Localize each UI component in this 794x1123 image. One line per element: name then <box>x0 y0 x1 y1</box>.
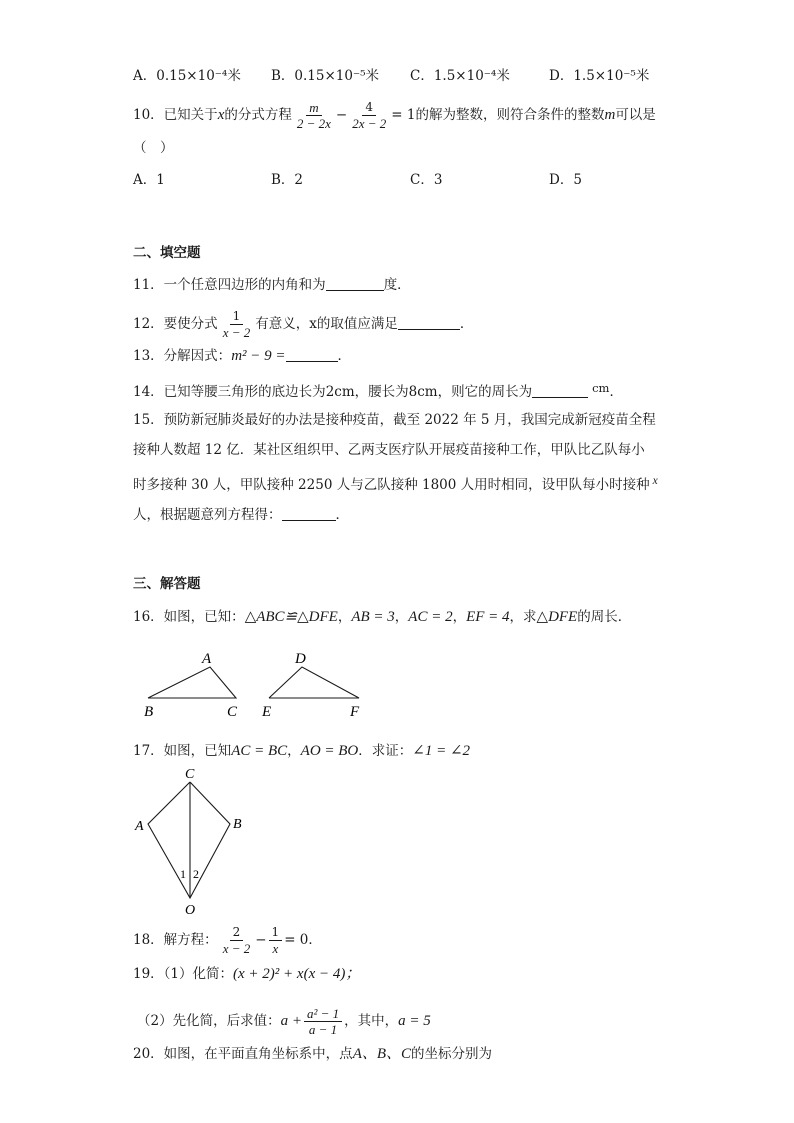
question-15-line-4: 人，根据题意列方程得： ． <box>133 507 349 523</box>
label-b: B <box>233 817 242 832</box>
q18-fraction-2: $\frac{1}{x}$ <box>269 925 283 956</box>
triangle-dfe-outline <box>269 667 359 698</box>
question-18: 18．解方程： $\frac{2}{x - 2}$ − $\frac{1}{x}$ = 0． <box>133 925 322 956</box>
label-e: E <box>262 704 272 720</box>
label-a: A <box>202 651 212 667</box>
angle-1-label: 1 <box>180 867 186 881</box>
question-12: 12．要使分式 $\frac{1}{x - 2}$ 有意义，x的取值应满足 ． <box>133 309 474 340</box>
q9-option-b: B．0.15×10⁻⁵米 <box>271 68 380 84</box>
question-17: 17．如图，已知AC = BC，AO = BO．求证：∠1 = ∠2 <box>133 743 471 759</box>
question-19-part-2: （2）先化简，后求值：a + $\frac{\text{a² − 1}}{a - 1}$ ，其中，a = 5 <box>137 1006 431 1037</box>
q14-blank[interactable] <box>532 383 588 398</box>
question-14: 14．已知等腰三角形的底边长为2cm，腰长为8cm，则它的周长为 cm． <box>133 381 623 400</box>
q15-blank[interactable] <box>282 506 336 521</box>
label-c: C <box>227 704 238 720</box>
section-3-title: 三、解答题 <box>133 576 201 592</box>
q16-triangles-figure <box>130 645 380 725</box>
triangle-dfe <box>261 651 360 720</box>
q12-fraction: $\frac{1}{x - 2}$ <box>222 309 251 340</box>
q13-blank[interactable] <box>286 347 338 362</box>
question-15-line-1: 15．预防新冠肺炎最好的办法是接种疫苗，截至 2022 年 5 月，我国完成新冠疫苗全程 <box>133 412 656 428</box>
triangle-abc-outline <box>148 667 236 698</box>
question-15-line-3: 时多接种 30 人，甲队接种 2250 人与乙队接种 1800 人用时相同，设甲队每小时接种 x <box>133 475 658 493</box>
q10-option-b: B．2 <box>271 172 304 188</box>
question-19-part-1: 19．（1）化简：(x + 2)² + x(x − 4)； <box>133 966 361 982</box>
label-a: A <box>135 819 144 834</box>
angle-2-label: 2 <box>193 867 199 881</box>
q10-answer-paren: （ ） <box>133 140 174 156</box>
q9-option-d: D．1.5×10⁻⁵米 <box>549 68 650 84</box>
question-15-line-2: 接种人数超 12 亿．某社区组织甲、乙两支医疗队开展疫苗接种工作，甲队比乙队每小 <box>133 442 645 458</box>
q9-option-c: C．1.5×10⁻⁴米 <box>410 68 510 84</box>
q10-option-c: C．3 <box>410 172 443 188</box>
q9-option-a: A．0.15×10⁻⁴米 <box>133 68 241 84</box>
q19-fraction: $\frac{\text{a² − 1}}{a - 1}$ <box>304 1006 342 1037</box>
kite-outline <box>148 782 230 898</box>
q10-fraction-1: $\frac{m}{2 - 2x}$ <box>296 100 331 131</box>
question-10: 10．已知关于x的分式方程 $\frac{m}{2 - 2x}$ − $\frac{4}{2x - 2}$ = 1的解为整数，则符合条件的整数m可以是 <box>133 100 656 131</box>
question-20: 20．如图，在平面直角坐标系中，点A、B、C的坐标分别为 <box>133 1046 493 1062</box>
label-d: D <box>295 651 306 667</box>
q10-option-d: D．5 <box>549 172 582 188</box>
q17-kite-figure <box>130 762 260 917</box>
q12-blank[interactable] <box>398 315 460 330</box>
q18-fraction-1: $\frac{2}{x - 2}$ <box>222 925 251 956</box>
q10-fraction-2: $\frac{4}{2x - 2}$ <box>352 100 387 131</box>
triangle-abc <box>144 651 238 720</box>
question-11: 11．一个任意四边形的内角和为 度． <box>133 277 411 293</box>
q11-blank[interactable] <box>326 276 384 291</box>
label-o: O <box>185 903 196 917</box>
label-c: C <box>185 767 195 782</box>
question-16: 16．如图，已知：△ABC≌△DFE，AB = 3，AC = 2，EF = 4，求△DFE的周长． <box>133 609 632 625</box>
question-13: 13．分解因式：m² − 9 = ． <box>133 348 352 364</box>
label-b: B <box>144 704 154 720</box>
label-f: F <box>350 704 360 720</box>
section-2-title: 二、填空题 <box>133 245 201 261</box>
q10-option-a: A．1 <box>133 172 165 188</box>
